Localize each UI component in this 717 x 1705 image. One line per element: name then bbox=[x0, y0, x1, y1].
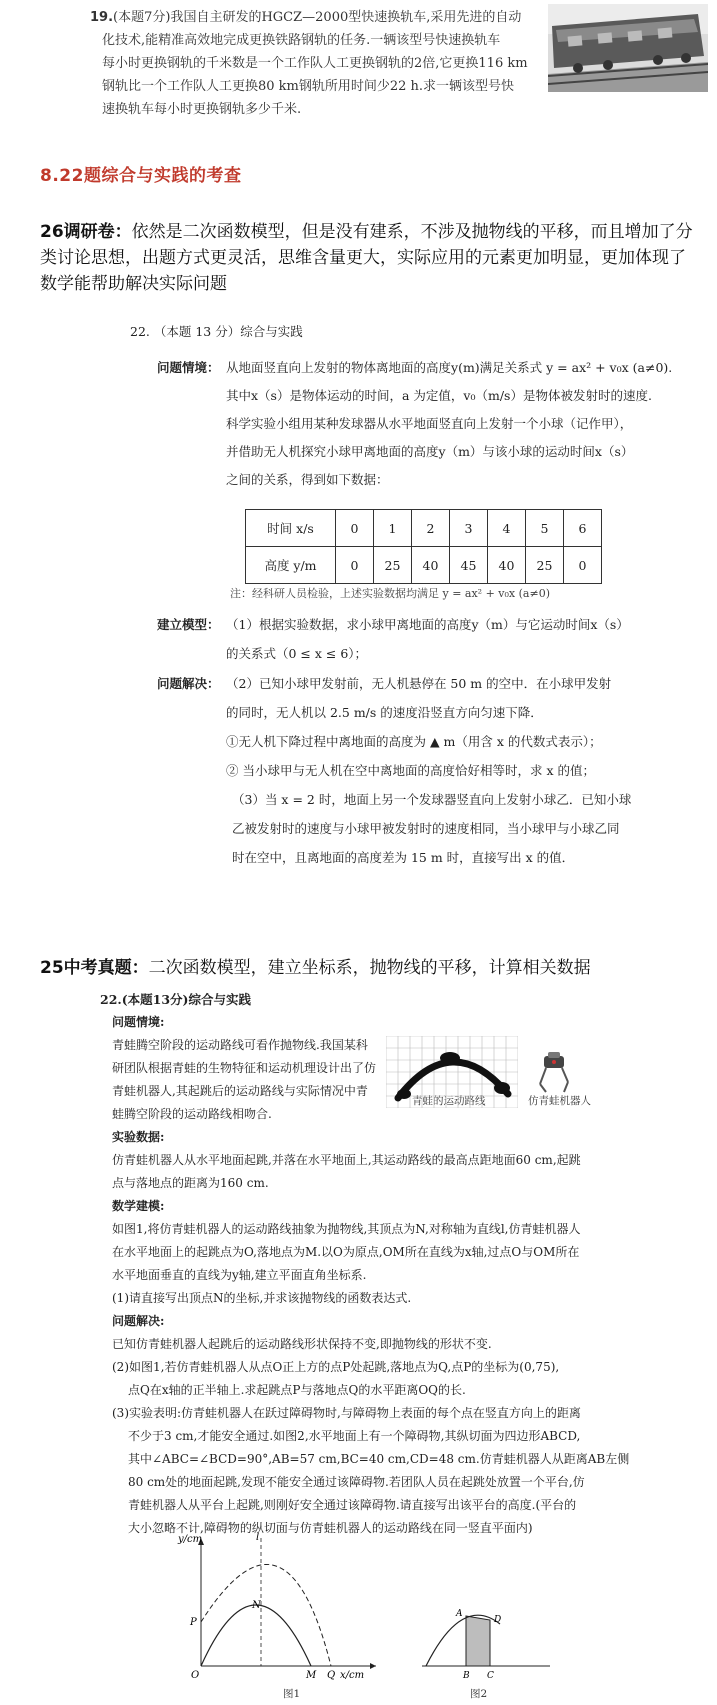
table-cell: 0 bbox=[336, 510, 374, 547]
model-label: 建立模型： bbox=[157, 617, 220, 632]
table-cell: 3 bbox=[450, 510, 488, 547]
table-cell: 45 bbox=[450, 547, 488, 584]
model-line-4: (1)请直接写出顶点N的坐标,并求该抛物线的函数表达式. bbox=[112, 1291, 412, 1305]
solve-line-6: 乙被发射时的速度与小球甲被发射时的速度相同，当小球甲与小球乙同 bbox=[232, 821, 620, 836]
data-label: 实验数据: bbox=[112, 1130, 165, 1144]
data-line-2: 点与落地点的距离为160 cm. bbox=[112, 1176, 269, 1190]
label-b: B bbox=[463, 1671, 470, 1681]
label-a: A bbox=[456, 1609, 463, 1619]
solve-line-3: ①无人机下降过程中离地面的高度为 ▲ m（用含 x 的代数式表示）； bbox=[226, 734, 602, 749]
model-line-2: 在水平地面上的起跳点为O,落地点为M.以O为原点,OM所在直线为x轴,过点O与OM所在 bbox=[112, 1245, 580, 1259]
survey-26-comment bbox=[40, 219, 712, 297]
frog-figure-caption: 青蛙的运动路线 bbox=[412, 1095, 486, 1107]
problem-19-line-2: 化技术,能精准高效地完成更换铁路钢轨的任务.一辆该型号快速换轨车 bbox=[102, 33, 501, 48]
survey-26-line-2: 类讨论思想，出题方式更灵活，思维含量更大，实际应用的元素更加明显，更加体现了 bbox=[40, 248, 686, 268]
problem-19 bbox=[90, 6, 550, 121]
exam-25-label: 25中考真题： bbox=[40, 958, 149, 978]
label-q: Q bbox=[327, 1670, 336, 1681]
solve-line-7: 时在空中，且离地面的高度差为 15 m 时，直接写出 x 的值． bbox=[232, 850, 575, 865]
situation-line-1: 从地面竖直向上发射的物体离地面的高度y(m)满足关系式 y = ax² + v₀x (a≠0). bbox=[226, 360, 673, 375]
solve-line-3: 点Q在x轴的正半轴上.求起跳点P与落地点Q的水平距离OQ的长. bbox=[128, 1383, 466, 1397]
problem-22-survey bbox=[120, 322, 680, 882]
problem-19-line-3: 每小时更换钢轨的千米数是一个工作队人工更换钢轨的2倍,它更换116 km bbox=[102, 56, 528, 71]
x-axis-label: x/cm bbox=[340, 1670, 365, 1681]
robot-figure-caption: 仿青蛙机器人 bbox=[528, 1095, 591, 1107]
label-o: O bbox=[191, 1670, 200, 1681]
solve-line-4: ② 当小球甲与无人机在空中离地面的高度恰好相等时，求 x 的值； bbox=[226, 763, 595, 778]
figure-2-caption: 图2 bbox=[470, 1688, 488, 1700]
situation-label: 问题情境: bbox=[112, 1015, 165, 1029]
table-row bbox=[246, 510, 602, 547]
solve-label: 问题解决: bbox=[112, 1314, 165, 1328]
situation-line-1: 青蛙腾空阶段的运动路线可看作抛物线.我国某科 bbox=[112, 1038, 368, 1052]
solve-line-5: （3）当 x = 2 时，地面上另一个发球器竖直向上发射小球乙．已知小球 bbox=[232, 792, 632, 807]
problem-22-header: 22. （本题 13 分）综合与实践 bbox=[130, 324, 303, 339]
table-cell: 0 bbox=[336, 547, 374, 584]
table-cell: 0 bbox=[564, 547, 602, 584]
model-line-3: 水平地面垂直的直线为y轴,建立平面直角坐标系. bbox=[112, 1268, 367, 1282]
situation-line-2: 研团队根据青蛙的生物特征和运动机理设计出了仿 bbox=[112, 1061, 377, 1075]
problem-19-line-4: 钢轨比一个工作队人工更换80 km钢轨所用时间少22 h.求一辆该型号快 bbox=[102, 79, 515, 94]
solve-line-7: 80 cm处的地面起跳,发现不能安全通过该障碍物.若团队人员在起跳处放置一个平台,仿 bbox=[128, 1475, 585, 1489]
model-line-2: 的关系式（0 ≤ x ≤ 6）； bbox=[226, 646, 368, 661]
situation-line-3: 科学实验小组用某种发球器从水平地面竖直向上发射一个小球（记作甲）， bbox=[226, 416, 633, 431]
problem-19-line-5: 速换轨车每小时更换钢轨多少千米. bbox=[102, 102, 302, 117]
table-cell: 40 bbox=[488, 547, 526, 584]
situation-line-4: 蛙腾空阶段的运动路线相吻合. bbox=[112, 1107, 272, 1121]
y-axis-label: y/cm bbox=[178, 1534, 203, 1545]
table-cell: 1 bbox=[374, 510, 412, 547]
situation-line-5: 之间的关系，得到如下数据： bbox=[226, 472, 389, 487]
solve-line-6: 其中∠ABC=∠BCD=90°,AB=57 cm,BC=40 cm,CD=48 cm.仿青蛙机器人从距离AB左侧 bbox=[128, 1452, 630, 1466]
situation-label: 问题情境： bbox=[157, 360, 220, 375]
question-number: 19. bbox=[90, 10, 114, 25]
solve-line-2: 的同时，无人机以 2.5 m/s 的速度沿竖直方向匀速下降． bbox=[226, 705, 543, 720]
solve-line-9: 大小忽略不计,障碍物的纵切面与仿青蛙机器人的运动路线在同一竖直平面内) bbox=[128, 1521, 533, 1535]
solve-line-1: （2）已知小球甲发射前，无人机悬停在 50 m 的空中．在小球甲发射 bbox=[226, 676, 612, 691]
data-line-1: 仿青蛙机器人从水平地面起跳,并落在水平地面上,其运动路线的最高点距地面60 cm,起跳 bbox=[112, 1153, 581, 1167]
figure-1 bbox=[176, 1528, 396, 1688]
table-row-label: 高度 y/m bbox=[246, 547, 336, 584]
situation-line-4: 并借助无人机探究小球甲离地面的高度y（m）与该小球的运动时间x（s） bbox=[226, 444, 634, 459]
frog-trajectory-figure bbox=[386, 1036, 518, 1108]
table-cell: 2 bbox=[412, 510, 450, 547]
table-row-label: 时间 x/s bbox=[246, 510, 336, 547]
model-label: 数学建模: bbox=[112, 1199, 165, 1213]
solve-line-5: 不少于3 cm,才能安全通过.如图2,水平地面上有一个障碍物,其纵切面为四边形ABCD, bbox=[128, 1429, 581, 1443]
problem-19-line-1: (本题7分)我国自主研发的HGCZ—2000型快速换轨车,采用先进的自动 bbox=[113, 10, 522, 25]
survey-26-line-1: 依然是二次函数模型，但是没有建系，不涉及抛物线的平移，而且增加了分 bbox=[131, 222, 693, 242]
label-d: D bbox=[494, 1615, 502, 1625]
frog-robot-figure bbox=[536, 1052, 574, 1094]
solve-label: 问题解决： bbox=[157, 676, 220, 691]
table-row bbox=[246, 547, 602, 584]
table-cell: 4 bbox=[488, 510, 526, 547]
label-l: l bbox=[256, 1532, 260, 1543]
model-line-1: （1）根据实验数据，求小球甲离地面的高度y（m）与它运动时间x（s） bbox=[226, 617, 629, 632]
rail-car-photo bbox=[548, 4, 708, 92]
table-cell: 6 bbox=[564, 510, 602, 547]
label-m: M bbox=[306, 1670, 317, 1681]
figure-2 bbox=[422, 1600, 552, 1690]
situation-line-2: 其中x（s）是物体运动的时间，a 为定值，v₀（m/s）是物体被发射时的速度. bbox=[226, 388, 652, 403]
situation-line-3: 青蛙机器人,其起跳后的运动路线与实际情况中青 bbox=[112, 1084, 368, 1098]
table-note: 注：经科研人员检验，上述实验数据均满足 y = ax² + v₀x (a≠0) bbox=[230, 587, 550, 600]
exam-25-text: 二次函数模型，建立坐标系，抛物线的平移，计算相关数据 bbox=[148, 958, 591, 978]
table-cell: 40 bbox=[412, 547, 450, 584]
table-cell: 5 bbox=[526, 510, 564, 547]
label-n: N bbox=[252, 1600, 261, 1611]
solve-line-1: 已知仿青蛙机器人起跳后的运动路线形状保持不变,即抛物线的形状不变. bbox=[112, 1337, 492, 1351]
figure-1-caption: 图1 bbox=[283, 1688, 301, 1700]
table-cell: 25 bbox=[374, 547, 412, 584]
table-cell: 25 bbox=[526, 547, 564, 584]
survey-26-label: 26调研卷： bbox=[40, 222, 132, 242]
problem-22-exam-header: 22.(本题13分)综合与实践 bbox=[100, 992, 251, 1007]
solve-line-4: (3)实验表明:仿青蛙机器人在跃过障碍物时,与障碍物上表面的每个点在竖直方向上的距离 bbox=[112, 1406, 581, 1420]
label-p: P bbox=[190, 1617, 197, 1628]
section-heading: 8.22题综合与实践的考查 bbox=[40, 166, 242, 186]
model-line-1: 如图1,将仿青蛙机器人的运动路线抽象为抛物线,其顶点为N,对称轴为直线l,仿青蛙机器人 bbox=[112, 1222, 581, 1236]
survey-26-line-3: 数学能帮助解决实际问题 bbox=[40, 274, 227, 294]
data-table bbox=[245, 509, 602, 584]
solve-line-2: (2)如图1,若仿青蛙机器人从点O正上方的点P处起跳,落地点为Q,点P的坐标为(0,75), bbox=[112, 1360, 560, 1374]
solve-line-8: 青蛙机器人从平台上起跳,则刚好安全通过该障碍物.请直接写出该平台的高度.(平台的 bbox=[128, 1498, 577, 1512]
exam-25-comment bbox=[40, 953, 591, 978]
label-c: C bbox=[487, 1671, 494, 1681]
